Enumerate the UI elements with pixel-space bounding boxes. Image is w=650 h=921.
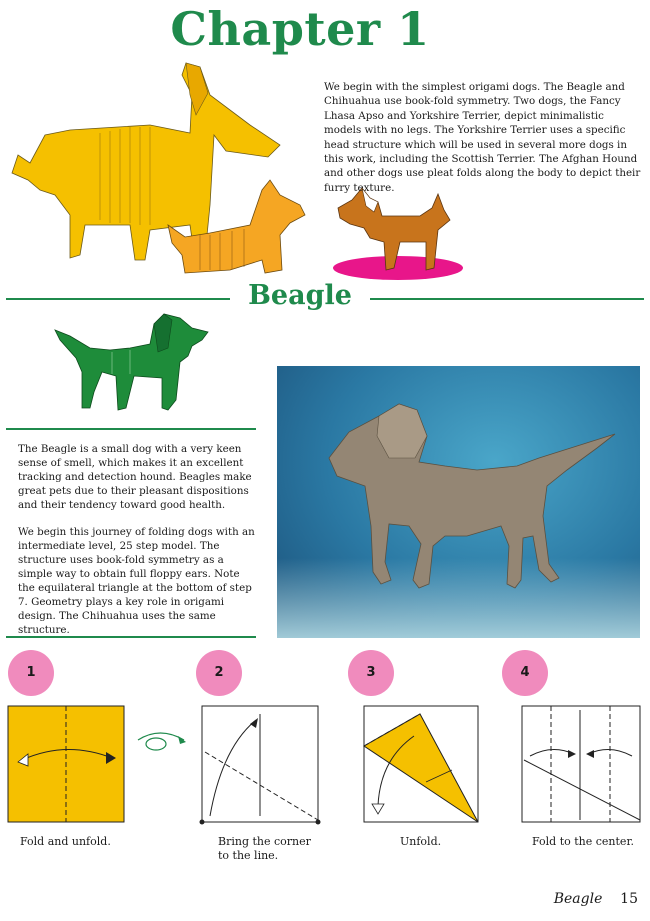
beagle-text-top-rule: [6, 428, 256, 430]
step-1-number: 1: [8, 650, 54, 696]
green-beagle-illustration: [50, 312, 215, 417]
section-title: Beagle: [230, 280, 370, 311]
page-footer: [554, 891, 638, 907]
step-3-number: 3: [348, 650, 394, 696]
step-2-caption: [218, 835, 311, 863]
chapter-title: Chapter 1: [170, 2, 430, 56]
beagle-photo: [277, 366, 640, 638]
step-2-diagram: [200, 706, 321, 825]
footer-section-name: Beagle: [553, 891, 603, 907]
chihuahua-illustration: [330, 180, 470, 285]
step-1-diagram: [8, 706, 124, 822]
beagle-paragraph-2: We begin this journey of folding dogs with an intermediate level, 25 step model. The structure uses book-fold symmetry as a simple way to obtain full floppy ears. Note the equilateral triangle at the bottom of step 7. Geometry plays a key role in origami design. The Chihuahua uses the same structure.: [18, 526, 255, 636]
step-4-diagram: [522, 706, 640, 822]
step-4-number: 4: [502, 650, 548, 696]
turn-over-icon: [138, 733, 186, 750]
beagle-paragraph-1: The Beagle is a small dog with a very keen sense of smell, which makes it an excellent tracking and detection hound. Beagles make great pets due to their pleasant dispositions and their tendency toward good health.: [18, 443, 252, 511]
step-3-diagram: [364, 706, 478, 822]
beagle-description: [18, 442, 258, 650]
step-2-caption-line-1: Bring the corner: [218, 835, 311, 848]
step-3-caption: Unfold.: [400, 835, 442, 848]
step-diagrams: [0, 700, 650, 830]
step-2-number: 2: [196, 650, 242, 696]
page-number: 15: [620, 891, 638, 907]
step-4-caption: Fold to the center.: [532, 835, 634, 848]
chapter-intro-text: We begin with the simplest origami dogs. The Beagle and Chihuahua use book-fold symmetry. Two dogs, the Fancy Lhasa Apso and Yorkshire Terrier, depict minimalistic models with no legs. The Yorkshire Terrier uses a specific head structure which will be used in several more dogs in this work, including the Scottish Terrier. The Afghan Hound and other dogs use pleat folds along the body to depict their furry texture.: [324, 81, 641, 194]
step-2-caption-line-2: to the line.: [218, 849, 279, 862]
origami-dogs-illustration: [0, 55, 320, 290]
step-1-caption: Fold and unfold.: [20, 835, 111, 848]
